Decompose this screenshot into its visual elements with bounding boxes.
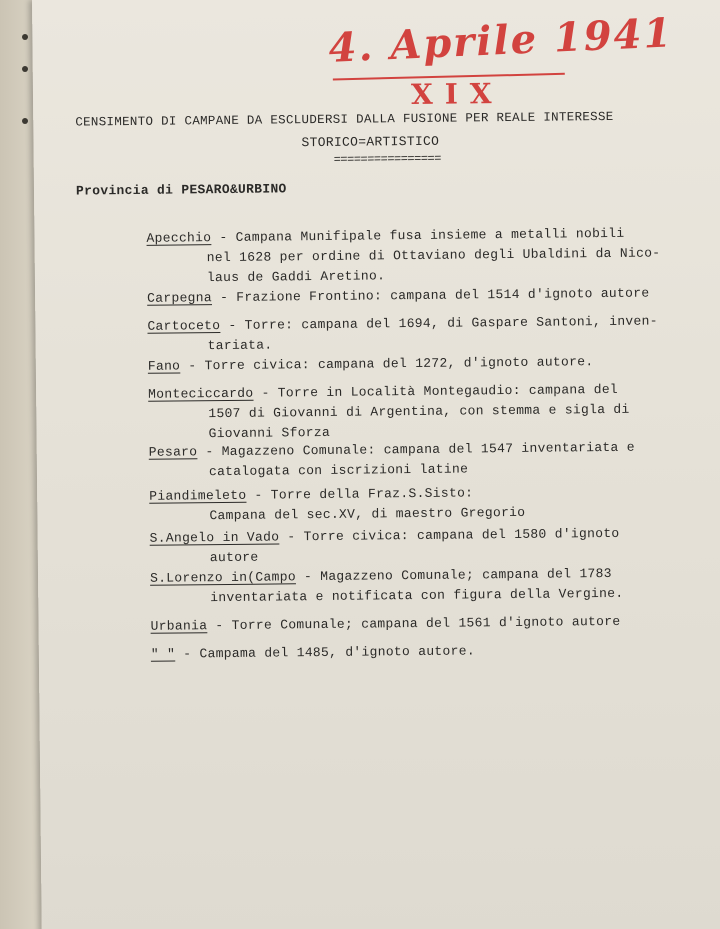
entry-text: nel 1628 per ordine di Ottaviano degli Ubaldini da Nico-: [206, 245, 661, 266]
entry-text: Campana del sec.XV, di maestro Gregorio: [209, 504, 526, 524]
heading-rule: ================: [333, 151, 441, 167]
entry-text: - Magazzeno Comunale: campana del 1547 inventariata e: [197, 439, 635, 460]
entry-first-line: [151, 643, 475, 661]
entry-place: Cartoceto: [147, 318, 221, 334]
entry-text: autore: [209, 549, 259, 566]
entry-place: Monteciccardo: [148, 385, 254, 402]
punch-hole: [22, 118, 28, 124]
entry-continuation-line: [208, 338, 273, 354]
entry-text: - Torre civica: campana del 1272, d'ignoto autore.: [180, 354, 594, 374]
entry-text: - Torre Comunale; campana del 1561 d'ignoto autore: [207, 613, 621, 634]
entry-first-line: [146, 226, 624, 246]
entry-continuation-line: [208, 425, 330, 441]
entry-continuation-line: [209, 505, 525, 523]
entry-place: " ": [150, 646, 176, 662]
entry-text: - Torre civica: campana del 1580 d'ignoto: [279, 525, 620, 545]
entry-place: Pesaro: [148, 444, 198, 460]
entry-text: catalogata con iscrizioni latine: [208, 461, 469, 480]
entry-continuation-line: [207, 245, 661, 265]
heading-line-1: CENSIMENTO DI CAMPANE DA ESCLUDERSI DALLA FUSIONE PER REALE INTERESSE: [75, 109, 614, 130]
entry-text: - Frazione Frontino: campana del 1514 d'ignoto autore: [211, 285, 650, 306]
entry-first-line: [149, 440, 635, 460]
entry-place: S.Angelo in Vado: [149, 529, 280, 546]
entry-first-line: [147, 313, 658, 333]
entry-place: S.Lorenzo in(Campo: [149, 569, 296, 586]
entry-continuation-line: [207, 268, 385, 285]
entry-first-line: [148, 354, 594, 374]
entry-first-line: [148, 382, 618, 402]
entry-first-line: [149, 485, 473, 503]
entry-text: Giovanni Sforza: [208, 424, 331, 442]
handwritten-era: XIX: [410, 77, 504, 112]
heading-line-2: STORICO=ARTISTICO: [301, 133, 440, 151]
entry-first-line: [150, 566, 612, 586]
punch-hole: [22, 66, 28, 72]
entry-text: - Torre: campana del 1694, di Gaspare Santoni, inven-: [220, 313, 658, 334]
entry-place: Fano: [147, 358, 181, 374]
entry-text: - Magazzeno Comunale; campana del 1783: [295, 565, 612, 585]
entry-place: Apecchio: [146, 230, 212, 246]
entry-continuation-line: [210, 550, 259, 566]
entry-text: laus de Gaddi Aretino.: [206, 268, 386, 286]
entry-continuation-line: [209, 461, 468, 479]
entry-first-line: [147, 286, 649, 306]
entry-text: inventariata e notificata con figura della Vergine.: [210, 585, 624, 606]
entry-text: - Campama del 1485, d'ignoto autore.: [175, 643, 475, 662]
handwritten-date: 4. Aprile 1941: [327, 9, 675, 72]
province-title: Provincia di PESARO&URBINO: [75, 181, 287, 199]
entry-text: 1507 di Giovanni di Argentina, con stemma e sigla di: [208, 401, 630, 422]
entry-place: Piandimeleto: [149, 487, 247, 504]
entry-first-line: [150, 614, 620, 634]
entry-place: Urbania: [150, 618, 208, 634]
entry-text: - Torre in Località Montegaudio: campana del: [253, 381, 619, 401]
entry-continuation-line: [210, 586, 623, 605]
punch-hole: [22, 34, 28, 40]
entry-text: tariata.: [207, 337, 273, 354]
entry-text: - Campana Munifipale fusa insieme a metalli nobili: [211, 225, 625, 246]
typed-sheet: [32, 0, 720, 929]
entry-place: Carpegna: [147, 290, 213, 306]
entry-continuation-line: [208, 402, 629, 421]
entry-text: - Torre della Fraz.S.Sisto:: [246, 485, 474, 503]
entry-first-line: [150, 526, 620, 546]
